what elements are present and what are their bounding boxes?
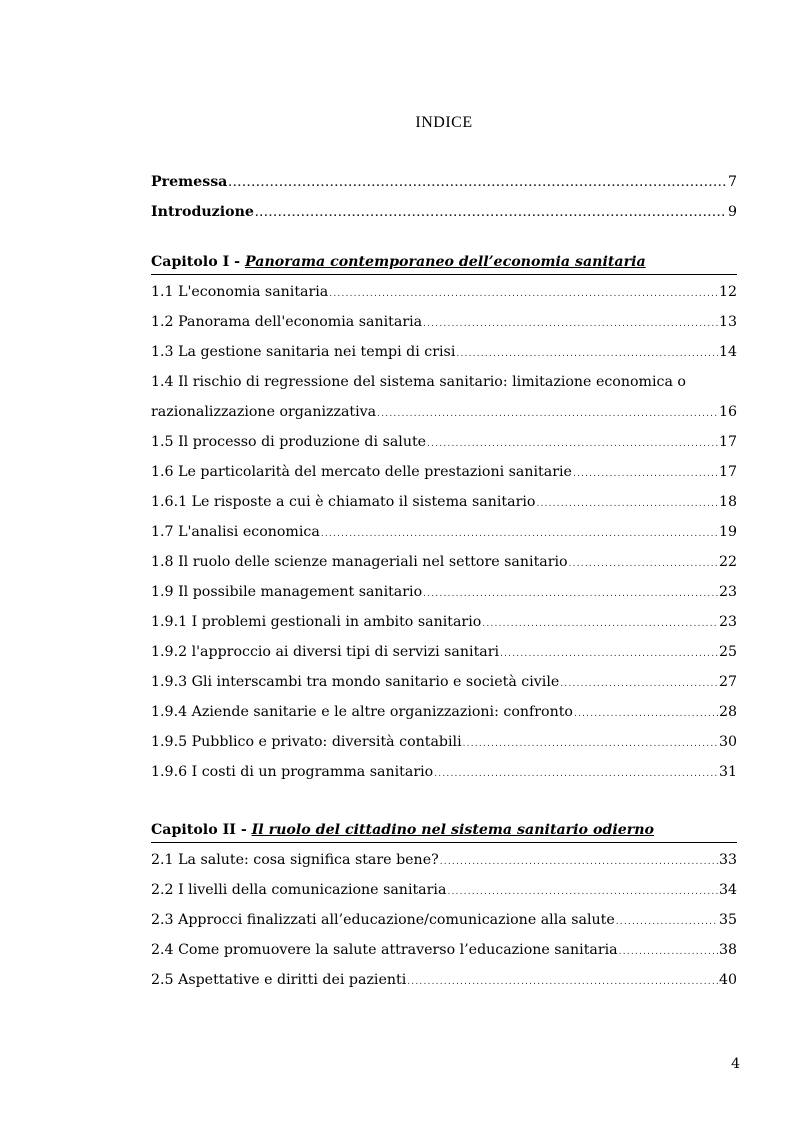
toc-entry[interactable] [151, 764, 737, 786]
dot-leader [427, 439, 718, 449]
toc-entry-page: 27 [718, 674, 737, 690]
dot-leader [560, 679, 718, 689]
toc-entry[interactable] [151, 404, 737, 426]
toc-entry-page: 13 [718, 314, 737, 330]
dot-leader [536, 499, 718, 509]
toc-entry[interactable] [151, 942, 737, 964]
toc-entry-page: 31 [718, 764, 737, 780]
toc-entry-label: 1.9.1 I problemi gestionali in ambito sanitario [151, 614, 482, 630]
toc-entry-label: 2.1 La salute: cosa significa stare bene? [151, 852, 439, 868]
toc-entry-label: 1.8 Il ruolo delle scienze manageriali nel settore sanitario [151, 554, 568, 570]
dot-leader [569, 559, 718, 569]
dot-leader [574, 709, 718, 719]
toc-entry-label: 1.9 Il possibile management sanitario [151, 584, 423, 600]
toc-entry-page: 16 [718, 404, 737, 420]
toc-entry-label: Premessa [151, 174, 228, 190]
toc-entry-page: 23 [718, 584, 737, 600]
toc-entry-page: 25 [718, 644, 737, 660]
toc-entry-page: 38 [718, 942, 737, 958]
chapter-1-heading[interactable] [151, 254, 737, 275]
dot-leader [440, 857, 718, 867]
toc-entry-page: 18 [718, 494, 737, 510]
toc-entry-label: 1.6.1 Le risposte a cui è chiamato il sistema sanitario [151, 494, 536, 510]
toc-entry-label: 1.1 L'economia sanitaria [151, 284, 329, 300]
toc-entry-page: 35 [718, 912, 737, 928]
toc-entry[interactable] [151, 434, 737, 456]
toc-entry-label: 1.9.5 Pubblico e privato: diversità contabili [151, 734, 462, 750]
dot-leader [329, 289, 718, 299]
toc-entry[interactable] [151, 644, 737, 666]
toc-entry-label: 1.9.3 Gli interscambi tra mondo sanitario e società civile [151, 674, 560, 690]
dot-leader [321, 529, 718, 539]
toc-entry[interactable] [151, 464, 737, 486]
toc-entry[interactable] [151, 972, 737, 994]
chapter-1-title: Panorama contemporaneo dell’economia sanitaria [245, 254, 646, 270]
chapter-2-label: Capitolo II - [151, 822, 252, 838]
dot-leader [423, 319, 718, 329]
toc-entry[interactable] [151, 912, 737, 934]
dot-leader [616, 917, 718, 927]
toc-entry-page: 30 [718, 734, 737, 750]
dot-leader [228, 179, 727, 189]
toc-entry[interactable] [151, 584, 737, 606]
toc-entry-label: 1.5 Il processo di produzione di salute [151, 434, 427, 450]
dot-leader [619, 947, 718, 957]
toc-entry-label: 1.7 L'analisi economica [151, 524, 320, 540]
toc-entry[interactable] [151, 314, 737, 336]
dot-leader [463, 739, 718, 749]
dot-leader [482, 619, 718, 629]
chapter-1-label: Capitolo I - [151, 254, 246, 270]
toc-entry-introduzione[interactable] [151, 204, 737, 226]
toc-entry-page: 22 [718, 554, 737, 570]
toc-entry-page: 17 [718, 434, 737, 450]
dot-leader [423, 589, 718, 599]
dot-leader [407, 977, 718, 987]
toc-entry-label: 1.9.6 I costi di un programma sanitario [151, 764, 434, 780]
toc-entry-label: razionalizzazione organizzativa [151, 404, 377, 420]
toc-entry[interactable] [151, 554, 737, 576]
page-title: INDICE [415, 114, 473, 131]
toc-entry-page: 23 [718, 614, 737, 630]
toc-entry-label: 2.3 Approcci finalizzati all’educazione/comunicazione alla salute [151, 912, 615, 928]
toc-entry-label: Introduzione [151, 204, 254, 220]
dot-leader [377, 409, 718, 419]
toc-entry[interactable] [151, 494, 737, 516]
toc-entry-label: 2.5 Aspettative e diritti dei pazienti [151, 972, 407, 988]
dot-leader [573, 469, 718, 479]
toc-entry-page: 14 [718, 344, 737, 360]
toc-entry[interactable] [151, 524, 737, 546]
dot-leader [456, 349, 718, 359]
toc-entry-page: 9 [727, 204, 737, 220]
toc-entry-wrapped-line[interactable]: 1.4 Il rischio di regressione del sistema sanitario: limitazione economica o [151, 374, 686, 390]
toc-entry[interactable] [151, 882, 737, 904]
dot-leader [434, 769, 718, 779]
toc-entry[interactable] [151, 852, 737, 874]
toc-entry-page: 28 [718, 704, 737, 720]
toc-entry[interactable] [151, 674, 737, 696]
toc-entry-label: 1.3 La gestione sanitaria nei tempi di crisi [151, 344, 456, 360]
dot-leader [500, 649, 718, 659]
toc-entry[interactable] [151, 614, 737, 636]
toc-entry[interactable] [151, 734, 737, 756]
chapter-2-heading[interactable] [151, 822, 737, 843]
dot-leader [255, 209, 727, 219]
toc-entry-label: 1.2 Panorama dell'economia sanitaria [151, 314, 423, 330]
toc-entry-label: 1.6 Le particolarità del mercato delle prestazioni sanitarie [151, 464, 572, 480]
page-number: 4 [731, 1056, 740, 1072]
toc-entry-label: 2.4 Come promuovere la salute attraverso l’educazione sanitaria [151, 942, 618, 958]
toc-entry-label: 1.9.4 Aziende sanitarie e le altre organizzazioni: confronto [151, 704, 573, 720]
toc-entry[interactable] [151, 344, 737, 366]
toc-entry-page: 17 [718, 464, 737, 480]
chapter-2-title: Il ruolo del cittadino nel sistema sanitario odierno [251, 822, 655, 838]
toc-entry-page: 34 [718, 882, 737, 898]
dot-leader [447, 887, 718, 897]
toc-entry-label: 2.2 I livelli della comunicazione sanitaria [151, 882, 447, 898]
toc-entry-label: 1.9.2 l'approccio ai diversi tipi di servizi sanitari [151, 644, 500, 660]
toc-entry-page: 12 [718, 284, 737, 300]
toc-entry-page: 19 [718, 524, 737, 540]
toc-entry-page: 40 [718, 972, 737, 988]
toc-entry[interactable] [151, 284, 737, 306]
toc-entry-page: 33 [718, 852, 737, 868]
toc-entry[interactable] [151, 704, 737, 726]
toc-entry-premessa[interactable] [151, 174, 737, 196]
toc-entry-page: 7 [727, 174, 737, 190]
